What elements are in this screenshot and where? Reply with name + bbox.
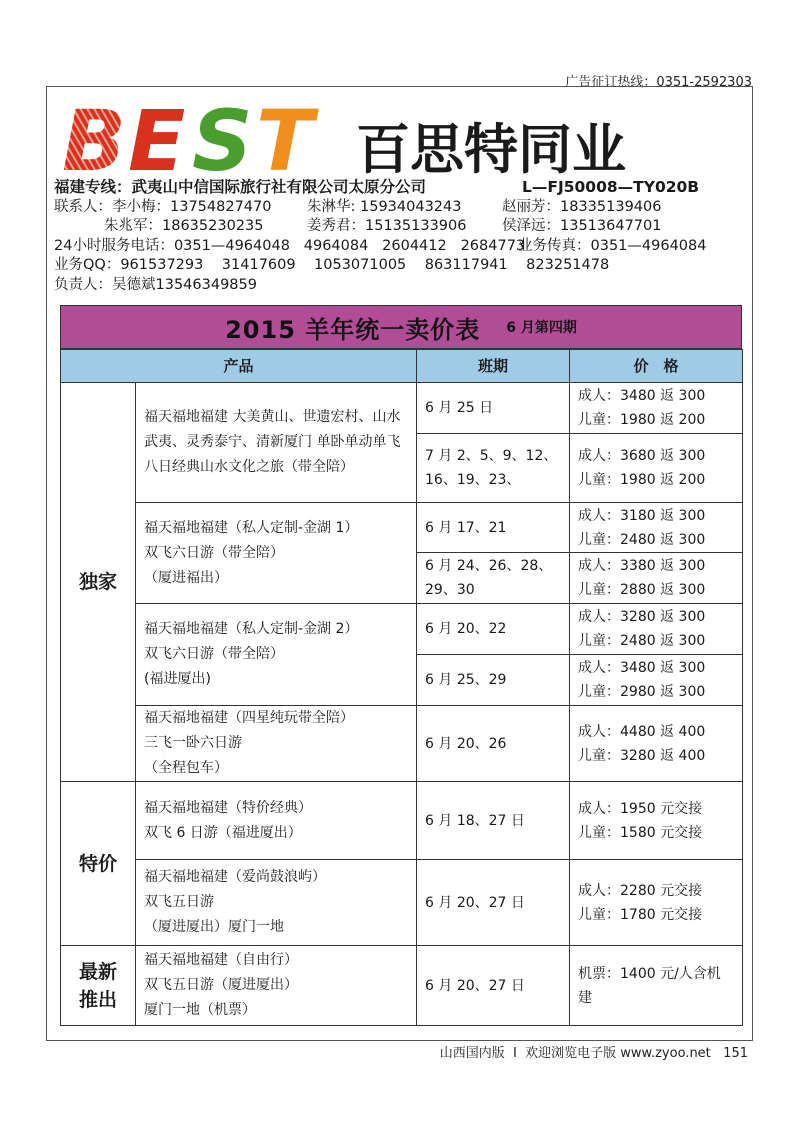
schedule-cell: 6 月 20、27 日	[417, 860, 570, 946]
table-row	[61, 383, 743, 434]
product-cell: 福天福地福建（私人定制-金湖 1） 双飞六日游（带全陪） （厦进福出）	[136, 503, 417, 604]
license-code: L—FJ50008—TY020B	[522, 178, 700, 196]
category-special: 特价	[61, 782, 136, 946]
price-table	[60, 305, 742, 1026]
price-cell: 成人：3380 返 300 儿童：2880 返 300	[570, 553, 743, 604]
price-cell: 成人：3280 返 300 儿童：2480 返 300	[570, 604, 743, 655]
header-schedule: 班期	[417, 350, 570, 383]
schedule-cell: 6 月 17、21	[417, 503, 570, 553]
contact: 朱兆军：18635230235	[104, 218, 264, 234]
fax: 业务传真：0351—4964084	[518, 237, 707, 254]
table-title: 2015 羊年统一卖价表	[225, 315, 481, 344]
logo-letter-e: E	[128, 96, 186, 186]
table-row	[61, 503, 743, 553]
manager: 负责人：吴德斌13546349859	[54, 276, 257, 293]
table-row	[61, 860, 743, 946]
price-cell: 成人：3180 返 300 儿童：2480 返 300	[570, 503, 743, 553]
price-cell: 机票：1400 元/人含机建	[570, 946, 743, 1026]
schedule-cell: 6 月 25 日	[417, 383, 570, 434]
category-exclusive: 独家	[61, 383, 136, 782]
product-cell: 福天福地福建（四星纯玩带全陪） 三飞一卧六日游 （全程包车）	[136, 706, 417, 782]
contact: 朱淋华: 15934043243	[307, 198, 462, 215]
contact: 姜秀君：15135133906	[307, 218, 467, 234]
logo-letter-t: T	[256, 96, 314, 186]
ad-hotline: 广告征订热线：0351-2592303	[565, 75, 752, 90]
service-phone: 24小时服务电话：0351—4964048 4964084 2604412 2684773	[54, 237, 526, 254]
price-cell: 成人：4480 返 400 儿童：3280 返 400	[570, 706, 743, 782]
best-logo	[58, 96, 738, 186]
contacts-label: 联系人：	[54, 198, 112, 215]
table-title-bar	[60, 305, 742, 349]
price-cell: 成人：2280 元交接 儿童：1780 元交接	[570, 860, 743, 946]
header-product: 产品	[61, 350, 417, 383]
agency-info	[54, 178, 748, 295]
logo-letter-s: S	[192, 96, 253, 186]
page-footer: 山西国内版 I 欢迎浏览电子版 www.zyoo.net 151	[439, 1046, 748, 1061]
product-cell: 福天福地福建（特价经典） 双飞 6 日游（福进厦出）	[136, 782, 417, 860]
special-line: 福建专线：武夷山中信国际旅行社有限公司太原分公司	[54, 178, 427, 196]
table-subtitle: 6 月第四期	[506, 320, 577, 336]
contact: 侯泽远：13513647701	[502, 218, 662, 234]
price-cell: 成人：3480 返 300 儿童：1980 返 200	[570, 383, 743, 434]
table-row	[61, 946, 743, 1026]
table-row	[61, 782, 743, 860]
product-cell: 福天福地福建（爱尚鼓浪屿） 双飞五日游 （厦进厦出）厦门一地	[136, 860, 417, 946]
brand-name: 百思特同业	[356, 118, 626, 181]
product-cell: 福天福地福建（私人定制-金湖 2） 双飞六日游（带全陪） (福进厦出)	[136, 604, 417, 706]
schedule-cell: 6 月 20、27 日	[417, 946, 570, 1026]
contact: 赵丽芳：18335139406	[502, 198, 662, 215]
table-header-row	[61, 350, 743, 383]
schedule-cell: 6 月 20、26	[417, 706, 570, 782]
schedule-cell: 6 月 18、27 日	[417, 782, 570, 860]
price-cell: 成人：3680 返 300 儿童：1980 返 200	[570, 434, 743, 503]
schedule-cell: 6 月 20、22	[417, 604, 570, 655]
schedule-cell: 6 月 25、29	[417, 655, 570, 706]
logo-letter-b: B	[62, 96, 127, 186]
category-newest: 最新推出	[61, 946, 136, 1026]
table-row	[61, 604, 743, 655]
table-row	[61, 706, 743, 782]
schedule-cell: 7 月 2、5、9、12、16、19、23、	[417, 434, 570, 503]
contact: 李小梅：13754827470	[112, 198, 272, 215]
price-cell: 成人：1950 元交接 儿童：1580 元交接	[570, 782, 743, 860]
business-qq: 业务QQ：961537293 31417609 1053071005 863117941 823251478	[54, 257, 610, 273]
price-cell: 成人：3480 返 300 儿童：2980 返 300	[570, 655, 743, 706]
schedule-cell: 6 月 24、26、28、29、30	[417, 553, 570, 604]
product-cell: 福天福地福建 大美黄山、世遗宏村、山水武夷、灵秀泰宁、清新厦门 单卧单动单飞八日经典山水文化之旅（带全陪）	[136, 383, 417, 503]
header-price: 价 格	[570, 350, 743, 383]
product-cell: 福天福地福建（自由行） 双飞五日游（厦进厦出） 厦门一地（机票）	[136, 946, 417, 1026]
